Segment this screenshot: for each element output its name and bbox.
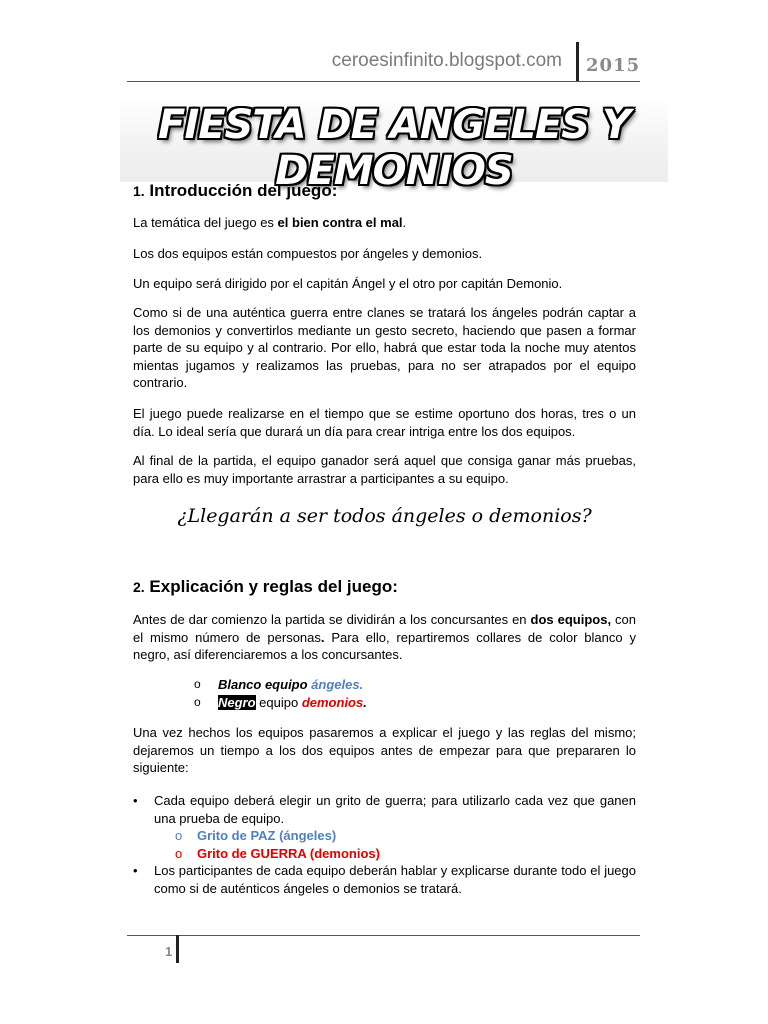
list-item bbox=[133, 792, 636, 862]
section1-number: 1. bbox=[133, 183, 145, 199]
section2-heading bbox=[133, 577, 398, 597]
section1-p2: Los dos equipos están compuestos por ángeles y demonios. bbox=[133, 246, 483, 261]
section2-p2: Una vez hechos los equipos pasaremos a explicar el juego y las reglas del mismo; dejaremos un tiempo a los dos equipos antes de empezar para que prepararen lo siguiente: bbox=[133, 725, 636, 775]
sub-list bbox=[175, 827, 636, 862]
sub-list-item bbox=[175, 845, 636, 863]
section1-p5: El juego puede realizarse en el tiempo que se estime oportuno dos horas, tres o un día. Lo ideal sería que durará un día para crear intriga entre los dos equipos. bbox=[133, 406, 636, 439]
text-bold: dos equipos, bbox=[530, 612, 612, 627]
section1-heading bbox=[133, 181, 337, 201]
team-white-label: Blanco equipo bbox=[218, 677, 312, 692]
text-bold: . bbox=[320, 629, 325, 645]
section1-p3: Un equipo será dirigido por el capitán Ángel y el otro por capitán Demonio. bbox=[133, 276, 563, 291]
team-black-label: Negro bbox=[218, 695, 256, 710]
text-run: Antes de dar comienzo la partida se dividirán a los concursantes en bbox=[133, 612, 531, 627]
footer-divider bbox=[176, 935, 179, 963]
page-number: 1 bbox=[165, 944, 173, 959]
bullet-text: Los participantes de cada equipo deberán hablar y explicarse durante todo el juego como si de auténticos ángeles o demonios se tratará. bbox=[154, 863, 636, 896]
circle-bullet-icon: o bbox=[194, 695, 201, 709]
team-demons-label: demonios bbox=[301, 695, 364, 710]
circle-bullet-icon: o bbox=[175, 828, 183, 843]
rules-list bbox=[133, 792, 636, 897]
text-bold: el bien contra el mal bbox=[277, 215, 403, 230]
text-run: con el mismo número de personas bbox=[133, 612, 637, 645]
list-item bbox=[133, 862, 636, 897]
page-title: FIESTA DE ANGELES Y DEMONIOS bbox=[158, 102, 630, 194]
bullet-text: Cada equipo deberá elegir un grito de guerra; para utilizarlo cada vez que ganen una prueba de equipo. bbox=[154, 793, 636, 826]
text-run: Para ello, repartiremos collares de color blanco y negro, así diferenciaremos a los concursantes. bbox=[133, 629, 636, 662]
section2-p1 bbox=[133, 611, 636, 664]
header-rule bbox=[127, 81, 640, 82]
section2-title: Explicación y reglas del juego: bbox=[149, 577, 398, 596]
quote: ¿Llegarán a ser todos ángeles o demonios? bbox=[177, 505, 592, 527]
text-run: . bbox=[402, 215, 407, 230]
footer-rule bbox=[127, 935, 640, 936]
bullet-dot-icon: • bbox=[133, 863, 138, 878]
text-run: equipo bbox=[255, 695, 302, 710]
sub-list-item bbox=[175, 827, 636, 845]
header-year: 2015 bbox=[586, 55, 641, 76]
section1-p4: Como si de una auténtica guerra entre clanes se tratará los ángeles podrán captar a los demonios y convertirlos mediante un gesto secreto, haciendo que pasen a formar parte de su equipo y al contrario. Por ello, habrá que estar toda la noche muy atentos mientas jugamos y realizamos las pruebas, para no ser atrapados por el equipo contrario. bbox=[133, 305, 636, 390]
team-angels-label: ángeles. bbox=[311, 677, 364, 692]
section2-number: 2. bbox=[133, 579, 145, 595]
bullet-dot-icon: • bbox=[133, 793, 138, 808]
text-run: . bbox=[363, 695, 367, 710]
header-site: ceroesinfinito.blogspot.com bbox=[331, 50, 562, 71]
peace-cry: Grito de PAZ (ángeles) bbox=[197, 828, 337, 843]
circle-bullet-icon: o bbox=[194, 677, 201, 691]
circle-bullet-icon: o bbox=[175, 845, 183, 861]
section1-title: Introducción del juego: bbox=[149, 181, 338, 200]
war-cry: Grito de GUERRA (demonios) bbox=[197, 845, 380, 861]
section1-p6: Al final de la partida, el equipo ganador será aquel que consiga ganar más pruebas, para ello es muy importante arrastrar a participantes a su equipo. bbox=[133, 453, 636, 486]
header-divider bbox=[576, 42, 579, 82]
text-run: La temática del juego es bbox=[133, 215, 278, 230]
section1-p1 bbox=[133, 214, 636, 232]
